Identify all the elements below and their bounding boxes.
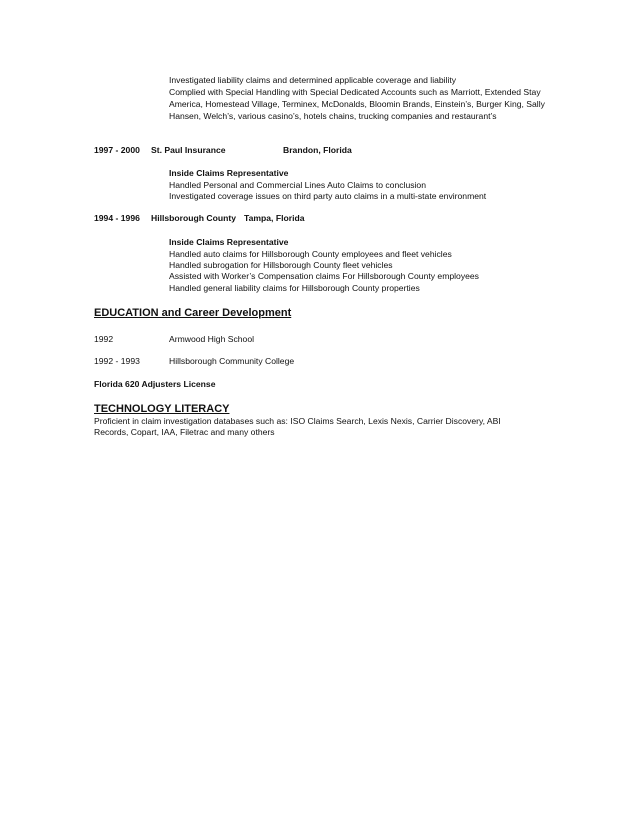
education-school: Hillsborough Community College bbox=[169, 356, 295, 366]
job-duty-line: Investigated liability claims and determined applicable coverage and liability bbox=[169, 75, 457, 85]
job-duty-line: Handled general liability claims for Hillsborough County properties bbox=[169, 283, 420, 293]
job-duty-line: Hansen, Welch’s, various casino’s, hotels chains, trucking companies and restaurant’s bbox=[169, 111, 497, 121]
education-year: 1992 - 1993 bbox=[94, 356, 140, 366]
job-duty-line: Assisted with Worker’s Compensation claims For Hillsborough County employees bbox=[169, 271, 479, 281]
job-duty-line: Handled auto claims for Hillsborough County employees and fleet vehicles bbox=[169, 249, 452, 259]
license-line: Florida 620 Adjusters License bbox=[94, 379, 216, 389]
job-dates: 1997 - 2000 bbox=[94, 145, 140, 155]
job-title: Inside Claims Representative bbox=[169, 237, 289, 247]
job-duty-line: America, Homestead Village, Terminex, McDonalds, Bloomin Brands, Einstein’s, Burger King, Sally bbox=[169, 99, 545, 109]
job-company: St. Paul Insurance bbox=[151, 145, 226, 155]
technology-heading: TECHNOLOGY LITERACY bbox=[94, 403, 230, 415]
job-duty-line: Complied with Special Handling with Special Dedicated Accounts such as Marriott, Extended Stay bbox=[169, 87, 541, 97]
technology-text: Proficient in claim investigation databases such as: ISO Claims Search, Lexis Nexis, Carrier Discovery, ABI Records, Copart, IAA, Filetrac and many others bbox=[94, 416, 501, 438]
education-heading: EDUCATION and Career Development bbox=[94, 307, 292, 319]
job-company: Hillsborough County bbox=[151, 213, 236, 223]
job-duty-line: Handled subrogation for Hillsborough County fleet vehicles bbox=[169, 260, 393, 270]
education-year: 1992 bbox=[94, 334, 114, 344]
job-location: Tampa, Florida bbox=[244, 213, 305, 223]
job-title: Inside Claims Representative bbox=[169, 168, 289, 178]
job-duty-line: Investigated coverage issues on third party auto claims in a multi-state environment bbox=[169, 191, 487, 201]
job-dates: 1994 - 1996 bbox=[94, 213, 140, 223]
education-school: Armwood High School bbox=[169, 334, 255, 344]
job-location: Brandon, Florida bbox=[283, 145, 352, 155]
job-duty-line: Handled Personal and Commercial Lines Auto Claims to conclusion bbox=[169, 180, 426, 190]
